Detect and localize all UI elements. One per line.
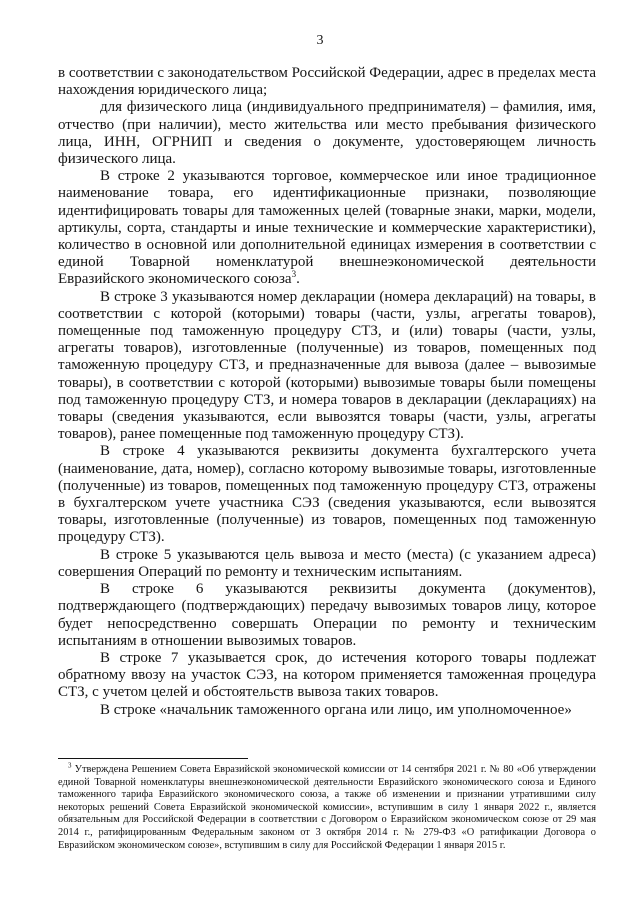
paragraph-individual-details: для физического лица (индивидуального предпринимателя) – фамилия, имя, отчество (при наличии), место жительства или место пребывания физического лица, ИНН, ОГРНИП и сведения о документе, удостоверяющем личность физического лица. (58, 99, 596, 168)
page-number: 3 (316, 33, 324, 48)
paragraph-line-2-text: В строке 2 указываются торговое, коммерческое или иное традиционное наименование товара, его идентификационные признаки, позволяющие идентифицировать товары для таможенных целей (товарные знаки, марки, модели, артикулы, сорта, стандарты и иные технические и коммерческие характеристики), количество в основной или дополнительной единицах измерения в соответствии с единой Товарной номенклатурой внешнеэкономической деятельности Евразийского экономического союза (58, 168, 596, 288)
paragraph-line-4: В строке 4 указываются реквизиты документа бухгалтерского учета (наименование, дата, номер), согласно которому вывозимые товары, изготовленные (полученные) из товаров, помещенных под таможенную процедуру СТЗ, отражены в бухгалтерском учете участника СЭЗ (сведения указываются, если вывозятся товары, изготовленные (полученные) из товаров, помещенных под таможенную процедуру СТЗ). (58, 443, 596, 546)
paragraph-line-3: В строке 3 указываются номер декларации (номера деклараций) на товары, в соответствии с которой (которыми) товары (части, узлы, агрегаты товаров), помещенные под таможенную процедуру СТЗ, и (или) товары (части, узлы, агрегаты товаров), изготовленные (полученные) из товаров, помещенных под таможенную процедуру СТЗ, и предназначенные для вывоза (далее – вывозимые товары), в соответствии с которой (которыми) вывозимые товары были помещены под таможенную процедуру СТЗ, и номера товаров в декларации (декларациях) на товары (сведения указываются, если вывозятся товары (части, узлы, агрегаты товаров), ранее помещенные под таможенную процедуру СТЗ). (58, 288, 596, 443)
paragraph-line-6: В строке 6 указываются реквизиты документа (документов), подтверждающего (подтверждающих) передачу вывозимых товаров лицу, которое будет непосредственно совершать Операции по ремонту и техническим испытаниям в отношении вывозимых товаров. (58, 581, 596, 649)
footnote (58, 761, 596, 852)
footnote-reference: 3 (291, 269, 297, 280)
document-body (58, 65, 596, 719)
footnote-divider (58, 758, 248, 759)
paragraph-line-7: В строке 7 указывается срок, до истечения которого товары подлежат обратному ввозу на участок СЭЗ, на котором применяется таможенная процедура СТЗ, с учетом целей и обстоятельств вывоза таких товаров. (58, 649, 596, 701)
footnote-marker: 3 (68, 761, 72, 770)
footnote-text: Утверждена Решением Совета Евразийской экономической комиссии от 14 сентября 2021 г. № 80 «Об утверждении единой Товарной номенклатуры внешнеэкономической деятельности Евразийского экономического союза и Единого таможенного тарифа Евразийского экономического союза, а также об изменении и признании утратившими силу некоторых решений Совета Евразийской экономической комиссии», вступившим в силу 1 января 2022 г., является обязательным для Российской Федерации в соответствии с Договором о Евразийском экономическом союзе от 29 мая 2014 г., ратифицированным Федеральным законом от 3 октября 2014 г. № 279-ФЗ «О ратификации Договора о Евразийском экономическом союзе», вступившим в силу для Российской Федерации 1 января 2015 г. (58, 764, 596, 851)
paragraph-signatory-line: В строке «начальник таможенного органа или лицо, им уполномоченное» (100, 701, 572, 718)
paragraph-line-5: В строке 5 указываются цель вывоза и место (места) (с указанием адреса) совершения Операций по ремонту и техническим испытаниям. (58, 546, 596, 580)
paragraph-legal-entity-address: в соответствии с законодательством Российской Федерации, адрес в пределах места нахождения юридического лица; (58, 65, 596, 99)
paragraph-line-2: В строке 2 указываются торговое, коммерческое или иное традиционное наименование товара, его идентификационные признаки, позволяющие идентифицировать товары для таможенных целей (товарные знаки, марки, модели, артикулы, сорта, стандарты и иные технические и коммерческие характеристики), количество в основной или дополнительной единицах измерения в соответствии с единой Товарной номенклатурой внешнеэкономической деятельности Евразийского экономического союза$^3$. (58, 168, 596, 288)
